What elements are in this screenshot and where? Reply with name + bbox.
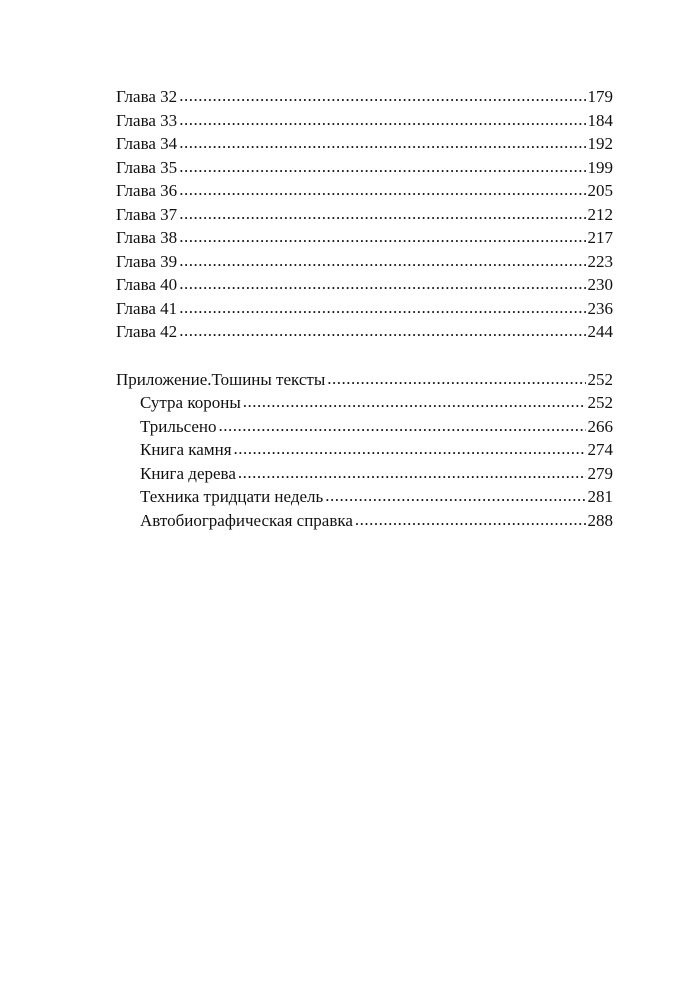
- dot-leader: [179, 84, 585, 108]
- toc-entry-chapter-35[interactable]: [116, 156, 613, 180]
- dot-leader: [218, 414, 585, 438]
- toc-entry-appendix-item[interactable]: [116, 485, 613, 509]
- toc-entry-title: Глава 37: [116, 204, 178, 224]
- toc-entry-title: Книга дерева: [140, 463, 236, 483]
- toc-entry-title: Глава 35: [116, 157, 178, 177]
- chapters-list: [116, 85, 613, 344]
- dot-leader: [179, 178, 585, 202]
- toc-entry-page: 184: [587, 110, 613, 130]
- dot-leader: [325, 484, 585, 508]
- dot-leader: [179, 272, 585, 296]
- dot-leader: [179, 155, 585, 179]
- appendix-section: [116, 368, 613, 533]
- toc-entry-title: Глава 39: [116, 251, 178, 271]
- dot-leader: [234, 437, 586, 461]
- toc-entry-appendix-item[interactable]: [116, 438, 613, 462]
- toc-entry-title: Глава 42: [116, 322, 178, 341]
- toc-entry-page: 179: [587, 87, 613, 106]
- dot-leader: [179, 296, 585, 320]
- toc-entry-appendix[interactable]: [116, 368, 613, 392]
- toc-entry-page: 244: [587, 322, 613, 341]
- toc-entry-title: Сутра короны: [140, 393, 241, 412]
- toc-entry-title: Глава 32: [116, 87, 178, 106]
- toc-entry-chapter-40[interactable]: [116, 273, 613, 297]
- toc-entry-page: 252: [587, 393, 613, 412]
- toc-entry-chapter-34[interactable]: [116, 132, 613, 156]
- toc-entry-chapter-33[interactable]: [116, 109, 613, 133]
- dot-leader: [355, 508, 586, 532]
- toc-entry-appendix-item[interactable]: [116, 462, 613, 486]
- dot-leader: [179, 108, 585, 132]
- toc-entry-page: 281: [587, 487, 613, 506]
- toc-entry-title: Глава 38: [116, 228, 178, 247]
- toc-entry-page: 205: [587, 181, 613, 200]
- dot-leader: [327, 367, 585, 391]
- toc-entry-page: 236: [587, 298, 613, 318]
- toc-entry-page: 230: [587, 275, 613, 294]
- toc-entry-title: Глава 34: [116, 134, 178, 153]
- toc-entry-page: 223: [587, 251, 613, 271]
- dot-leader: [179, 319, 585, 343]
- toc-entry-title: Глава 40: [116, 275, 178, 294]
- toc-entry-page: 274: [587, 440, 613, 459]
- dot-leader: [179, 131, 585, 155]
- toc-entry-title: Техника тридцати недель: [140, 487, 324, 506]
- toc-entry-title: Глава 33: [116, 110, 178, 130]
- toc-entry-page: 212: [587, 204, 613, 224]
- toc-entry-title: Глава 36: [116, 181, 178, 200]
- toc-entry-title: Книга камня: [140, 440, 232, 459]
- toc-entry-page: 266: [587, 416, 613, 436]
- toc-entry-chapter-41[interactable]: [116, 297, 613, 321]
- dot-leader: [243, 390, 586, 414]
- toc-entry-page: 252: [587, 369, 613, 389]
- toc-entry-chapter-32[interactable]: [116, 85, 613, 109]
- toc-entry-chapter-36[interactable]: [116, 179, 613, 203]
- toc-entry-page: 217: [587, 228, 613, 247]
- dot-leader: [179, 202, 585, 226]
- toc-entry-chapter-42[interactable]: [116, 320, 613, 344]
- toc-entry-page: 288: [587, 510, 613, 530]
- toc-entry-title: Автобиографическая справка: [140, 510, 353, 530]
- toc-entry-appendix-item[interactable]: [116, 509, 613, 533]
- toc-entry-page: 192: [587, 134, 613, 153]
- toc-entry-chapter-38[interactable]: [116, 226, 613, 250]
- toc-entry-appendix-item[interactable]: [116, 391, 613, 415]
- toc-entry-appendix-item[interactable]: [116, 415, 613, 439]
- toc-entry-title: Трильсено: [140, 416, 217, 436]
- toc-entry-page: 279: [587, 463, 613, 483]
- toc-entry-chapter-37[interactable]: [116, 203, 613, 227]
- toc-entry-chapter-39[interactable]: [116, 250, 613, 274]
- dot-leader: [238, 461, 586, 485]
- toc-entry-title: Глава 41: [116, 298, 178, 318]
- table-of-contents: [116, 85, 613, 532]
- dot-leader: [179, 249, 585, 273]
- dot-leader: [179, 225, 585, 249]
- toc-entry-page: 199: [587, 157, 613, 177]
- toc-entry-title: Приложение.Тошины тексты: [116, 369, 326, 389]
